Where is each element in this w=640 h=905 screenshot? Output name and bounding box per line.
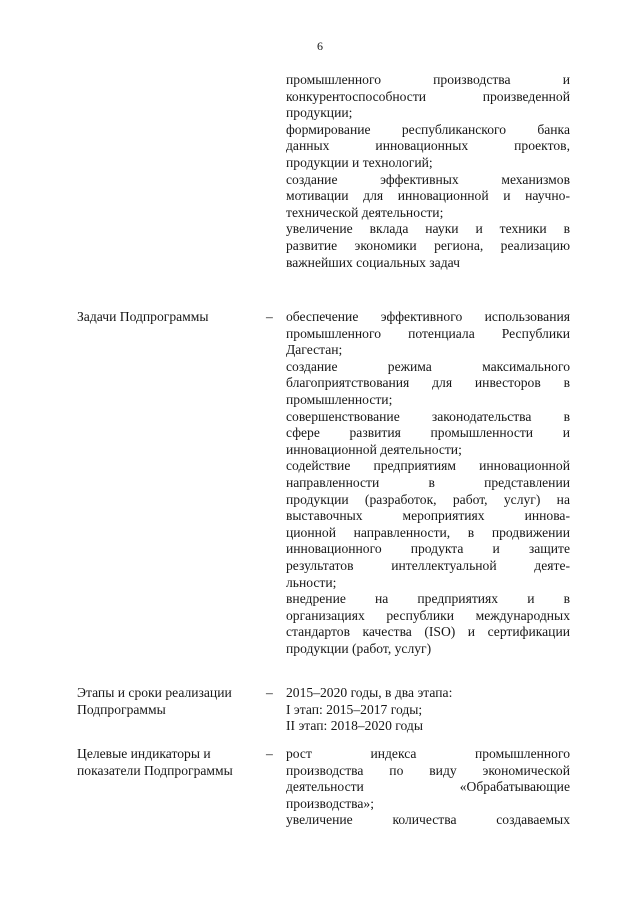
text-line: 2015–2020 годы, в два этапа:: [286, 685, 453, 700]
text-line: производства по виду экономической: [286, 762, 570, 778]
text-line: обеспечение эффективного использования: [286, 309, 570, 324]
text-line: совершенствование законодательства в: [286, 408, 570, 424]
text-line: результатов интеллектуальной деяте-: [286, 557, 570, 573]
text-line: промышленного производства и: [286, 72, 570, 87]
text-line: продукции;: [286, 105, 353, 121]
text-line: Дагестан;: [286, 342, 343, 358]
text-line: увеличение вклада науки и техники в: [286, 221, 570, 237]
text-line: мотивации для инновационной и научно-: [286, 188, 570, 204]
text-line: продукции и технологий;: [286, 154, 433, 170]
text-line: создание эффективных механизмов: [286, 171, 570, 187]
text-line: производства»;: [286, 795, 374, 811]
text-line: рост индекса промышленного: [286, 746, 570, 761]
text-line: льности;: [286, 574, 337, 590]
text-line: I этап: 2015–2017 годы;: [286, 701, 423, 717]
row-text: [286, 685, 570, 735]
text-line: благоприятствования для инвесторов в: [286, 375, 570, 391]
text-line: сфере развития промышленности и: [286, 425, 570, 441]
text-line: конкурентоспособности произведенной: [286, 88, 570, 104]
row-label: Задачи Подпрограммы: [77, 309, 209, 324]
text-line: промышленности;: [286, 391, 393, 407]
text-line: содействие предприятиям инновационной: [286, 458, 570, 474]
row-text: [286, 309, 570, 657]
text-line: выставочных мероприятиях иннова-: [286, 508, 570, 524]
row-label: Этапы и сроки реализации Подпрограммы: [77, 685, 232, 717]
text-line: промышленного потенциала Республики: [286, 325, 570, 341]
text-line: продукции (работ, услуг): [286, 640, 432, 656]
text-line: внедрение на предприятиях и в: [286, 591, 570, 607]
text-line: организациях республики международных: [286, 607, 570, 623]
row-text: [286, 746, 570, 829]
text-line: развитие экономики региона, реализацию: [286, 237, 570, 253]
row-dash: –: [266, 746, 273, 761]
text-line: важнейших социальных задач: [286, 254, 460, 270]
text-line: II этап: 2018–2020 годы: [286, 718, 423, 734]
text-line: создание режима максимального: [286, 358, 570, 374]
text-line: увеличение количества создаваемых: [286, 812, 570, 828]
row-dash: –: [266, 685, 273, 700]
text-line: технической деятельности;: [286, 204, 444, 220]
text-line: инновационного продукта и защите: [286, 541, 570, 557]
text-line: направленности в представлении: [286, 474, 570, 490]
text-line: продукции (разработок, работ, услуг) на: [286, 491, 570, 507]
text-line: деятельности «Обрабатывающие: [286, 779, 570, 795]
text-line: инновационной деятельности;: [286, 441, 462, 457]
text-line: данных инновационных проектов,: [286, 138, 570, 154]
row-text: [286, 72, 570, 271]
row-dash: –: [266, 309, 273, 324]
page-number: 6: [317, 39, 323, 53]
row-label: Целевые индикаторы и показатели Подпрограммы: [77, 746, 233, 778]
text-line: формирование республиканского банка: [286, 121, 570, 137]
text-line: ционной направленности, в продвижении: [286, 524, 570, 540]
text-line: стандартов качества (ISO) и сертификации: [286, 624, 570, 640]
